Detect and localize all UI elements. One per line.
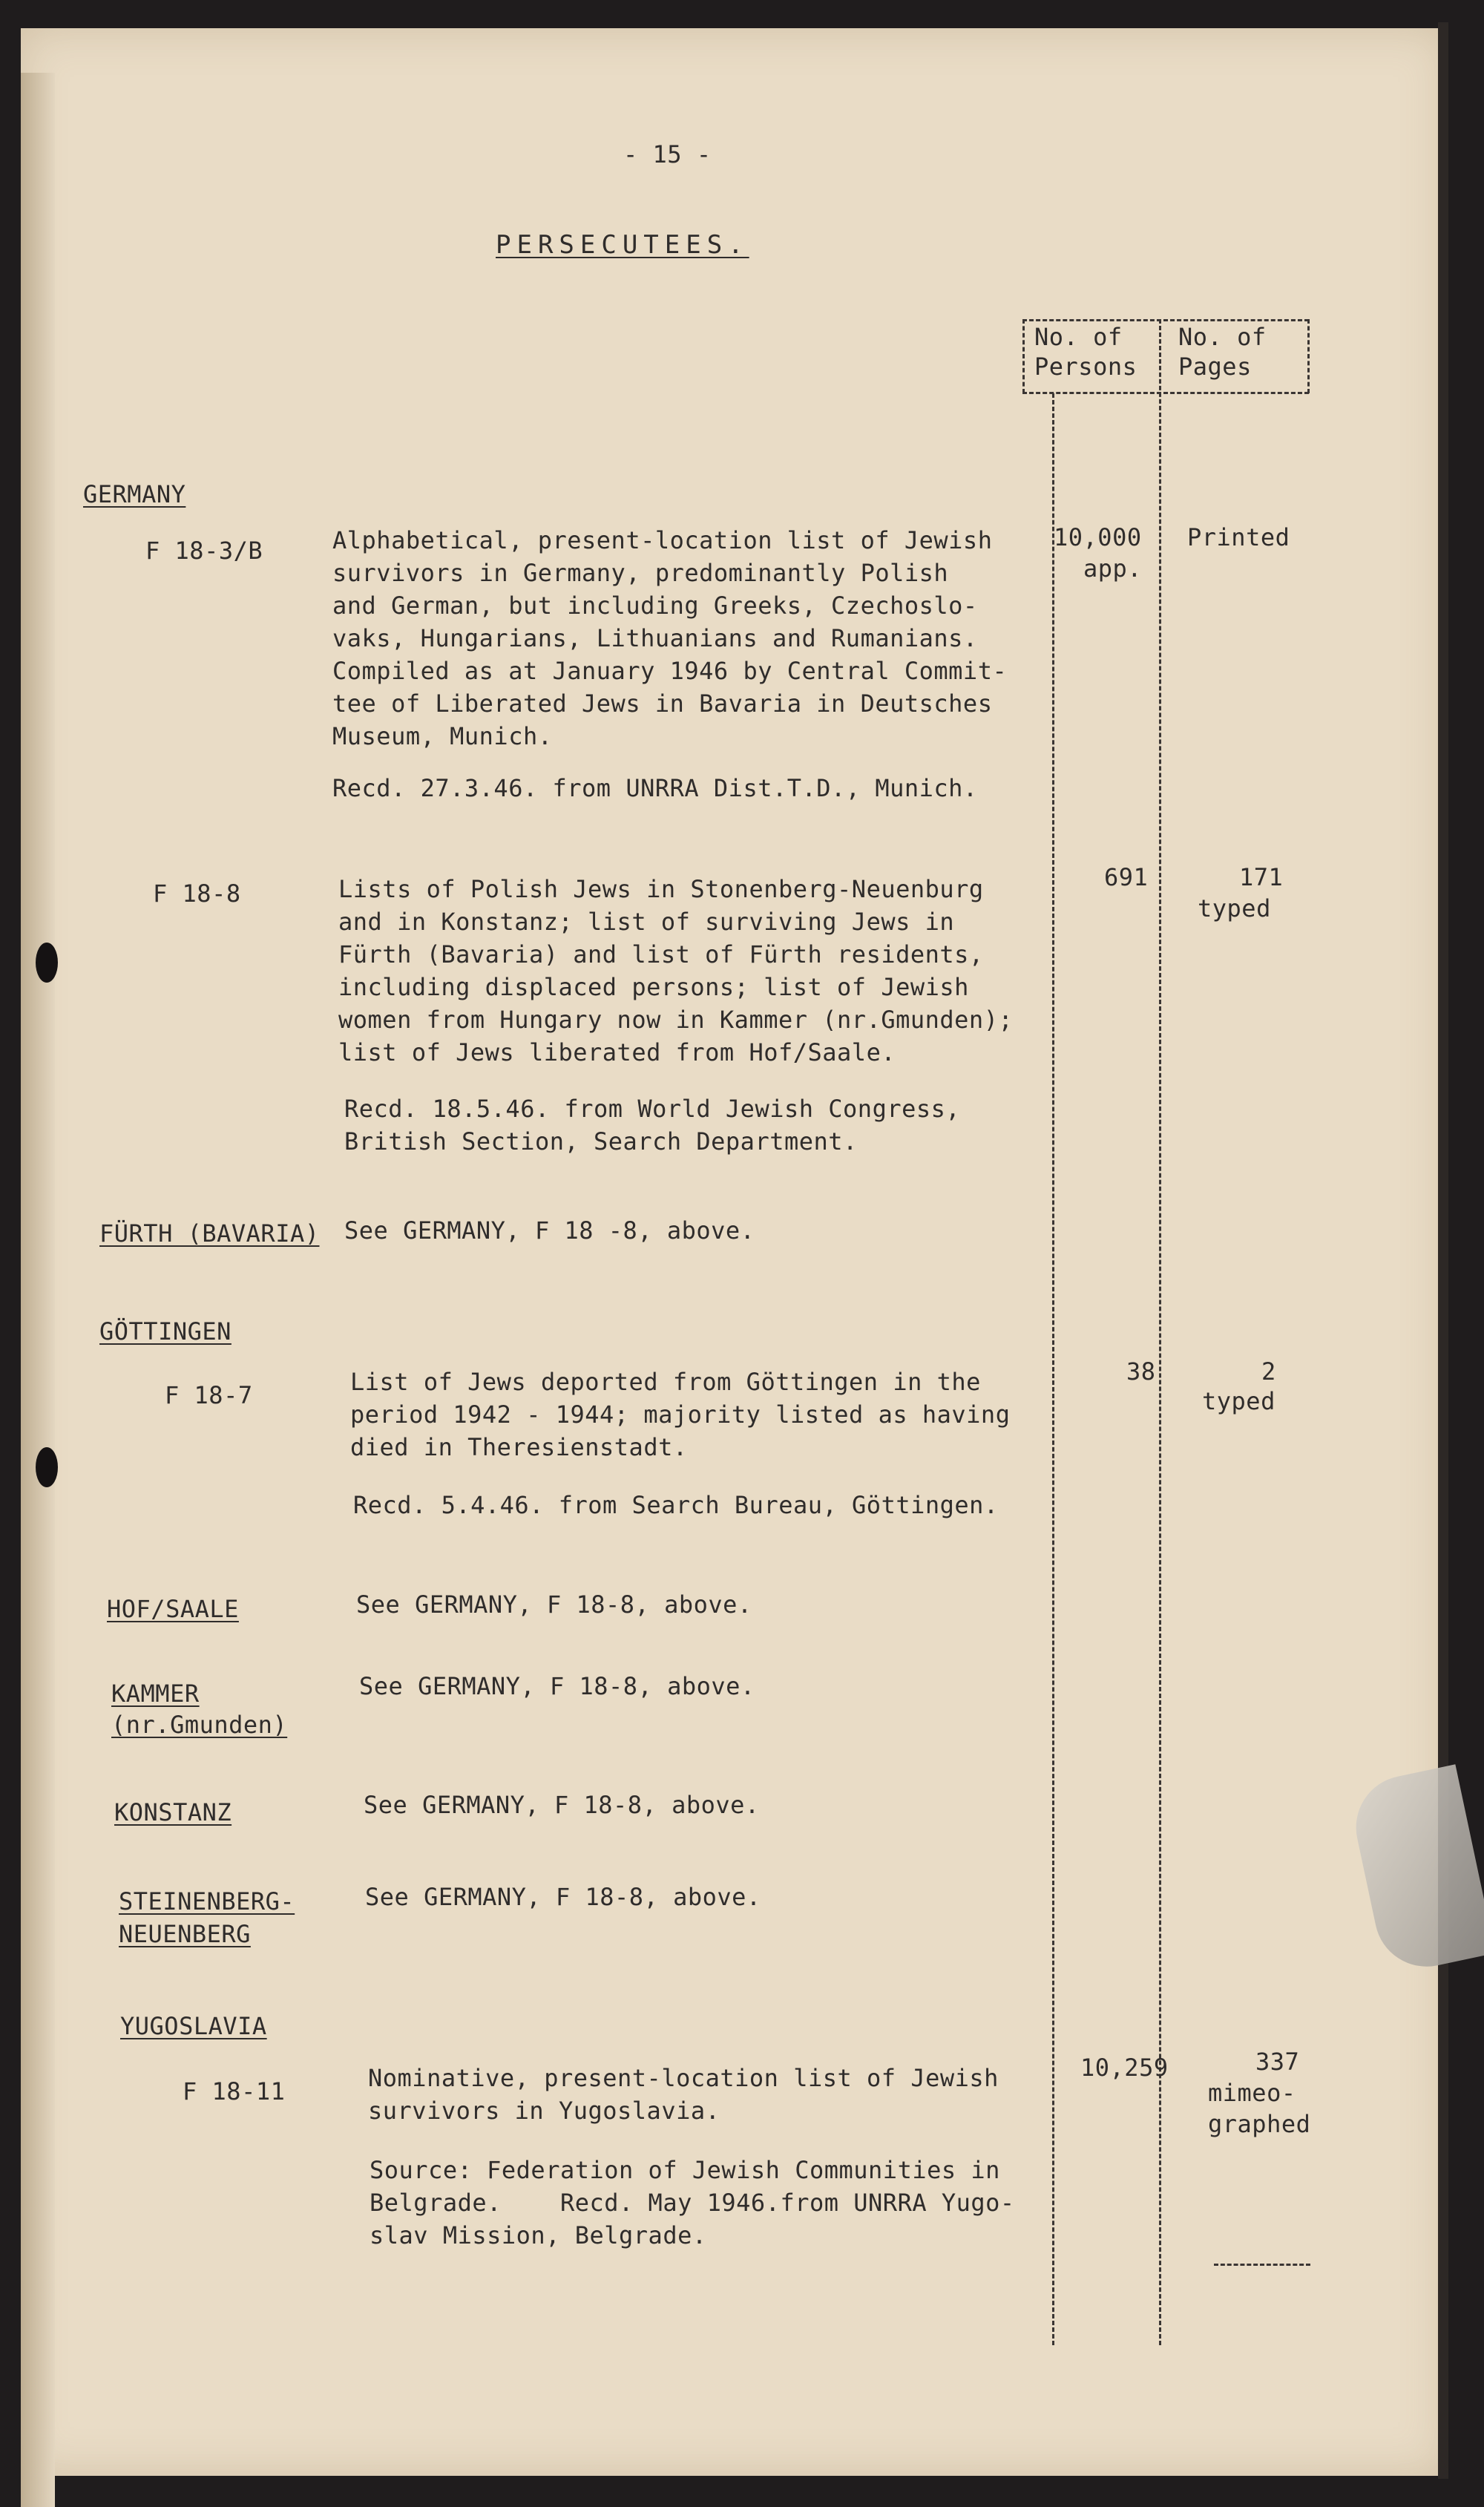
pages-header: Pages <box>1178 353 1252 381</box>
entry-text: vaks, Hungarians, Lithuanians and Rumanians. <box>332 624 978 652</box>
binding-gutter <box>21 73 55 2507</box>
reference-code: F 18-3/B <box>145 537 263 565</box>
entry-text: Lists of Polish Jews in Stonenberg-Neuenburg <box>338 875 984 903</box>
cross-reference: See GERMANY, F 18-8, above. <box>364 1791 760 1819</box>
pages-note: typed <box>1202 1387 1275 1415</box>
dashed-mark <box>1214 2264 1310 2266</box>
entry-text: tee of Liberated Jews in Bavaria in Deutsches <box>332 689 993 718</box>
cross-reference: See GERMANY, F 18 -8, above. <box>344 1216 755 1245</box>
entry-text: women from Hungary now in Kammer (nr.Gmunden); <box>338 1006 1014 1034</box>
entry-text: List of Jews deported from Göttingen in the <box>350 1368 981 1396</box>
place-heading: NEUENBERG <box>119 1920 251 1948</box>
pages-note: graphed <box>1208 2110 1311 2138</box>
persons-note: app. <box>1083 554 1143 583</box>
entry-text: Fürth (Bavaria) and list of Fürth residents, <box>338 940 984 969</box>
page-edge <box>1438 22 1448 2479</box>
entry-text: and in Konstanz; list of surviving Jews in <box>338 908 955 936</box>
reference-code: F 18-8 <box>153 879 241 908</box>
cross-reference: See GERMANY, F 18-8, above. <box>365 1883 761 1911</box>
entry-text: including displaced persons; list of Jewish <box>338 973 969 1001</box>
reference-code: F 18-11 <box>183 2077 286 2105</box>
entry-text: list of Jews liberated from Hof/Saale. <box>338 1038 896 1066</box>
entry-text: died in Theresienstadt. <box>350 1433 688 1461</box>
cross-reference: See GERMANY, F 18-8, above. <box>356 1590 752 1619</box>
received-note: Recd. 5.4.46. from Search Bureau, Göttingen. <box>353 1491 999 1519</box>
entry-text: survivors in Germany, predominantly Polish <box>332 559 949 587</box>
column-rule <box>1307 319 1310 393</box>
cross-reference: See GERMANY, F 18-8, above. <box>359 1672 755 1700</box>
place-heading: FÜRTH (BAVARIA) <box>99 1219 320 1248</box>
country-heading: YUGOSLAVIA <box>120 2012 267 2040</box>
persons-count: 10,259 <box>1080 2054 1169 2082</box>
place-heading: (nr.Gmunden) <box>111 1711 288 1739</box>
header-rule <box>1022 392 1309 394</box>
column-rule <box>1022 319 1025 393</box>
column-rule <box>1052 393 1054 2345</box>
persons-count: 691 <box>1104 863 1149 891</box>
source-note: Belgrade. Recd. May 1946.from UNRRA Yugo- <box>370 2189 1015 2217</box>
entry-text: Alphabetical, present-location list of Jewish <box>332 526 993 554</box>
entry-text: Compiled as at January 1946 by Central Commit- <box>332 657 1008 685</box>
page-number: - 15 - <box>623 140 712 168</box>
entry-text: and German, but including Greeks, Czechoslo- <box>332 591 978 620</box>
binding-hole <box>36 1447 58 1487</box>
entry-text: survivors in Yugoslavia. <box>368 2097 720 2125</box>
received-note: Recd. 27.3.46. from UNRRA Dist.T.D., Munich. <box>332 774 978 802</box>
binding-hole <box>36 943 58 983</box>
page-title: PERSECUTEES. <box>496 230 749 260</box>
persons-count: 10,000 <box>1054 523 1142 551</box>
persons-count: 38 <box>1126 1357 1156 1386</box>
persons-header: No. of <box>1034 323 1123 351</box>
place-heading: KONSTANZ <box>114 1798 232 1826</box>
pages-note: typed <box>1198 894 1271 922</box>
entry-text: period 1942 - 1944; majority listed as having <box>350 1400 1011 1429</box>
pages-count: Printed <box>1187 523 1290 551</box>
place-heading: STEINENBERG- <box>119 1887 295 1916</box>
entry-text: Nominative, present-location list of Jewish <box>368 2064 999 2092</box>
pages-count: 337 <box>1255 2048 1300 2076</box>
persons-header: Persons <box>1034 353 1137 381</box>
pages-note: mimeo- <box>1208 2079 1296 2107</box>
entry-text: Museum, Munich. <box>332 722 553 750</box>
country-heading: GERMANY <box>83 480 186 508</box>
place-heading: HOF/SAALE <box>107 1595 239 1623</box>
column-rule <box>1159 319 1161 2345</box>
received-note: Recd. 18.5.46. from World Jewish Congress, <box>344 1095 961 1123</box>
received-note: British Section, Search Department. <box>344 1127 858 1156</box>
place-heading: GÖTTINGEN <box>99 1317 232 1346</box>
pages-count: 171 <box>1239 863 1284 891</box>
pages-header: No. of <box>1178 323 1267 351</box>
source-note: Source: Federation of Jewish Communities in <box>370 2156 1000 2184</box>
reference-code: F 18-7 <box>165 1381 253 1409</box>
pages-count: 2 <box>1261 1357 1276 1386</box>
place-heading: KAMMER <box>111 1679 200 1708</box>
source-note: slav Mission, Belgrade. <box>370 2221 707 2249</box>
